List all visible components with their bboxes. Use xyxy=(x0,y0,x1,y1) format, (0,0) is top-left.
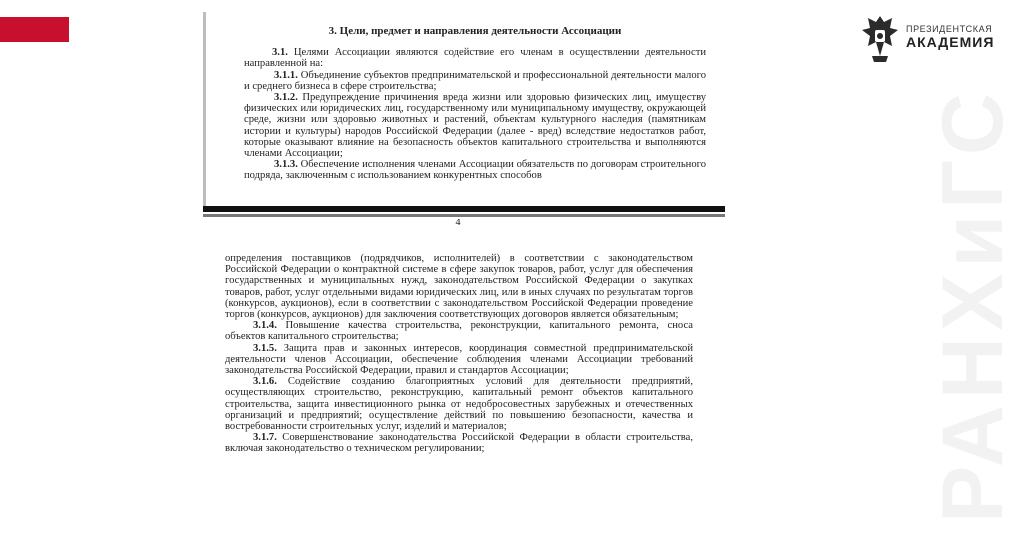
paragraph-3-1 xyxy=(244,47,706,69)
accent-bar xyxy=(0,17,69,42)
watermark: РАНХиГС xyxy=(925,87,1021,523)
scanned-page-bottom xyxy=(203,219,725,539)
paragraph-text: Предупреждение причинения вреда жизни или здоровью физических лиц, имуществу физических или юридических лиц, государственному или муниципальному имуществу, окружающей среде, жизни или здоровью животных и растений, объектам культурного наследия (памятникам истории и культуры) народов Российской Федерации (далее - вред) вследствие недостатков работ, которые оказывают влияние на безопасность объектов капитального строительства и выполняются членами Ассоциации; xyxy=(244,92,706,160)
paragraph-text: Защита прав и законных интересов, координация совместной предпринимательской деятельности членов Ассоциации, обеспечение соблюдения членами Ассоциации требований законодательства Российской Федерации, правил и стандартов Ассоциации; xyxy=(225,342,693,377)
paragraph-text: Содействие созданию благоприятных условий для деятельности предприятий, осуществляющих строительство, реконструкцию, капитальный ремонт объектов капитального строительства, защита инвестиционного рынка от недобросовестных зарубежных и отечественных организаций и предприятий; осуществление действий по повышению безопасности, качества и востребованности строительных услуг, изделий и материалов; xyxy=(225,376,693,433)
logo-line1: ПРЕЗИДЕНТСКАЯ xyxy=(906,24,993,34)
paragraph-3-1-2 xyxy=(244,92,706,159)
paragraph-number: 3.1.2. xyxy=(274,92,298,104)
paragraph-text: Обеспечение исполнения членами Ассоциации обязательств по договорам строительного подряда, заключенным с использованием конкурентных способов xyxy=(244,159,706,182)
page-number: 4 xyxy=(455,219,461,228)
paragraph-text: Целями Ассоциации являются содействие его членам в осуществлении деятельности направленной на: xyxy=(244,47,706,70)
paragraph-number: 3.1.5. xyxy=(253,342,277,354)
academy-logo xyxy=(858,10,998,66)
section-heading: 3. Цели, предмет и направления деятельности Ассоциации xyxy=(328,25,622,37)
paragraph-number: 3.1.3. xyxy=(274,159,298,171)
paragraph-continuation: определения поставщиков (подрядчиков, исполнителей) в соответствии с законодательством Российской Федерации о контрактной системе в сфере закупок товаров, работ, услуг для обеспечения государственных и муниципальных нужд, законодательством Российской Федерации о закупках товаров, работ, услуг отдельными видами юридических лиц, или в иных случаях по результатам торгов (конкурсов, аукционов), если в соответствии с законодательством Российской Федерации проведение торгов (конкурсов, аукционов) для заключения соответствующих договоров является обязательным; xyxy=(225,253,693,321)
paragraph-text: Совершенствование законодательства Российской Федерации в области строительства, включая законодательство о техническом регулировании; xyxy=(225,432,693,455)
paragraph-3-1-7 xyxy=(225,432,693,454)
paragraph-number: 3.1.7. xyxy=(253,432,277,444)
paragraph-number: 3.1.4. xyxy=(253,320,277,332)
paragraph-number: 3.1.6. xyxy=(253,376,277,388)
paragraph-number: 3.1.1. xyxy=(274,69,298,81)
paragraph-text: Повышение качества строительства, реконструкции, капитального ремонта, сноса объектов капитального строительства; xyxy=(225,320,693,343)
paragraph-number: 3.1. xyxy=(272,47,288,59)
scan-divider-shadow xyxy=(203,214,725,217)
scan-divider xyxy=(203,206,725,212)
logo-line2: АКАДЕМИЯ xyxy=(906,34,995,50)
paragraph-3-1-3 xyxy=(244,159,706,181)
paragraph-text: Объединение субъектов предпринимательской и профессиональной деятельности малого и среднего бизнеса в сфере строительства; xyxy=(244,69,706,92)
eagle-emblem-icon xyxy=(858,12,902,64)
paragraph-3-1-6 xyxy=(225,376,693,432)
paragraph-3-1-1 xyxy=(244,70,706,92)
paragraph-3-1-5 xyxy=(225,343,693,377)
paragraph-3-1-4 xyxy=(225,320,693,342)
scanned-page-top xyxy=(203,12,728,210)
